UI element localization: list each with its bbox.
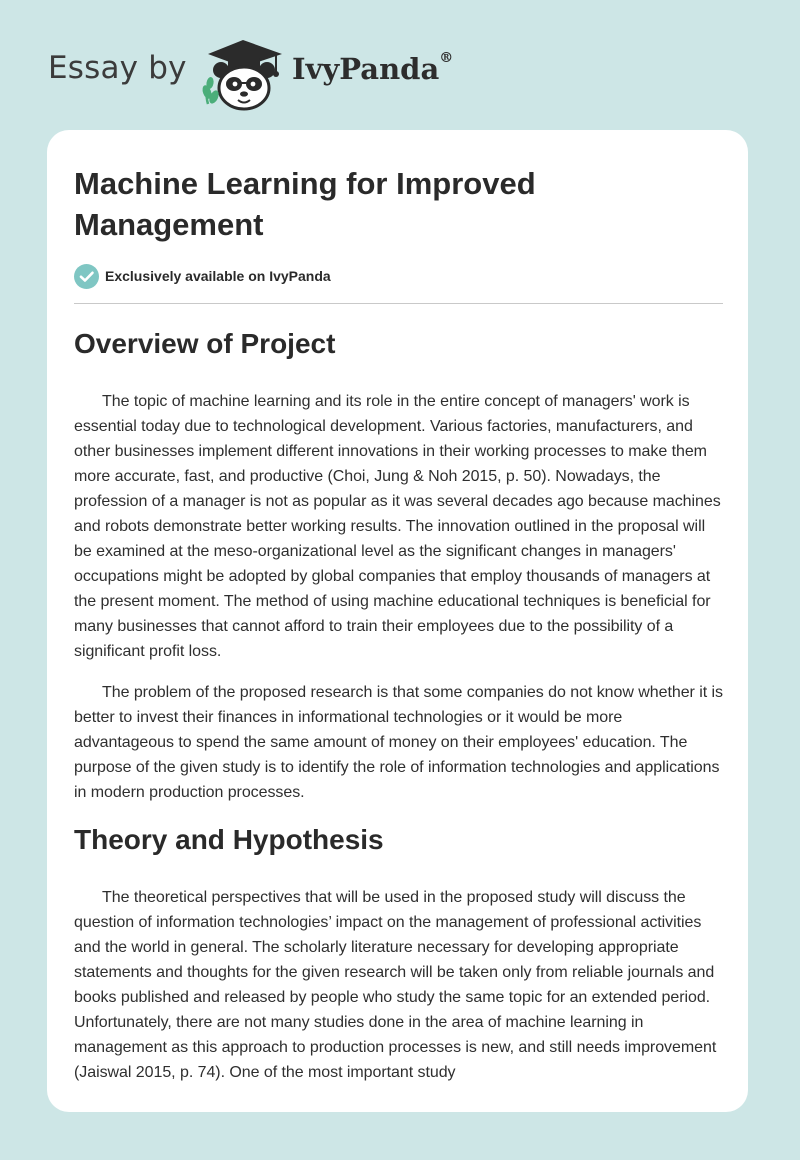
registered-mark: ® (439, 50, 454, 66)
check-badge-icon (74, 264, 99, 289)
panda-logo-icon[interactable] (198, 34, 288, 114)
section-heading-overview: Overview of Project (74, 328, 336, 359)
paragraph: The problem of the proposed research is that some companies do not know whether it is better to invest their finances in informational technologies or it would be more advantageous to spend the same amount of money on their employees' education. The purpose of the given study is to identify the role of information technologies and applications in modern production processes. (74, 684, 723, 801)
essay-by-label: Essay by (48, 50, 187, 86)
exclusive-badge-label: Exclusively available on IvyPanda (105, 268, 331, 284)
site-header (48, 30, 508, 110)
divider (74, 303, 723, 304)
brand-name[interactable] (292, 52, 453, 86)
article-body (74, 326, 726, 1101)
brand-text: IvyPanda (292, 52, 440, 86)
paragraph: The topic of machine learning and its role in the entire concept of managers' work is essential today due to technological development. Various factories, manufacturers, and other businesses implement different innovations in their working processes to make them more accurate, fast, and productive (Choi, Jung & Noh 2015, p. 50). Nowadays, the profession of a manager is not as popular as it was several decades ago because machines and robots demonstrate better working results. The innovation outlined in the proposal will be examined at the meso-organizational level as the significant changes in managers' occupations might be adopted by global companies that employ thousands of managers at the present moment. The method of using machine educational techniques is beneficial for many businesses that cannot afford to train their employees due to the possibility of a significant profit loss. (74, 393, 721, 660)
exclusive-badge (74, 263, 331, 289)
section-heading-theory: Theory and Hypothesis (74, 824, 384, 855)
paragraph: The theoretical perspectives that will be used in the proposed study will discuss the question of information technologies’ impact on the management of professional activities and the world in general. The scholarly literature necessary for developing appropriate statements and thoughts for the given research will be taken only from reliable journals and books published and released by people who study the same topic for an extended period. Unfortunately, there are not many studies done in the area of machine learning in management as this approach to production processes is new, and still needs improvement (Jaiswal 2015, p. 74). One of the most important study (74, 889, 717, 1081)
page-title: Machine Learning for Improved Management (74, 166, 536, 242)
article-card (47, 130, 748, 1112)
